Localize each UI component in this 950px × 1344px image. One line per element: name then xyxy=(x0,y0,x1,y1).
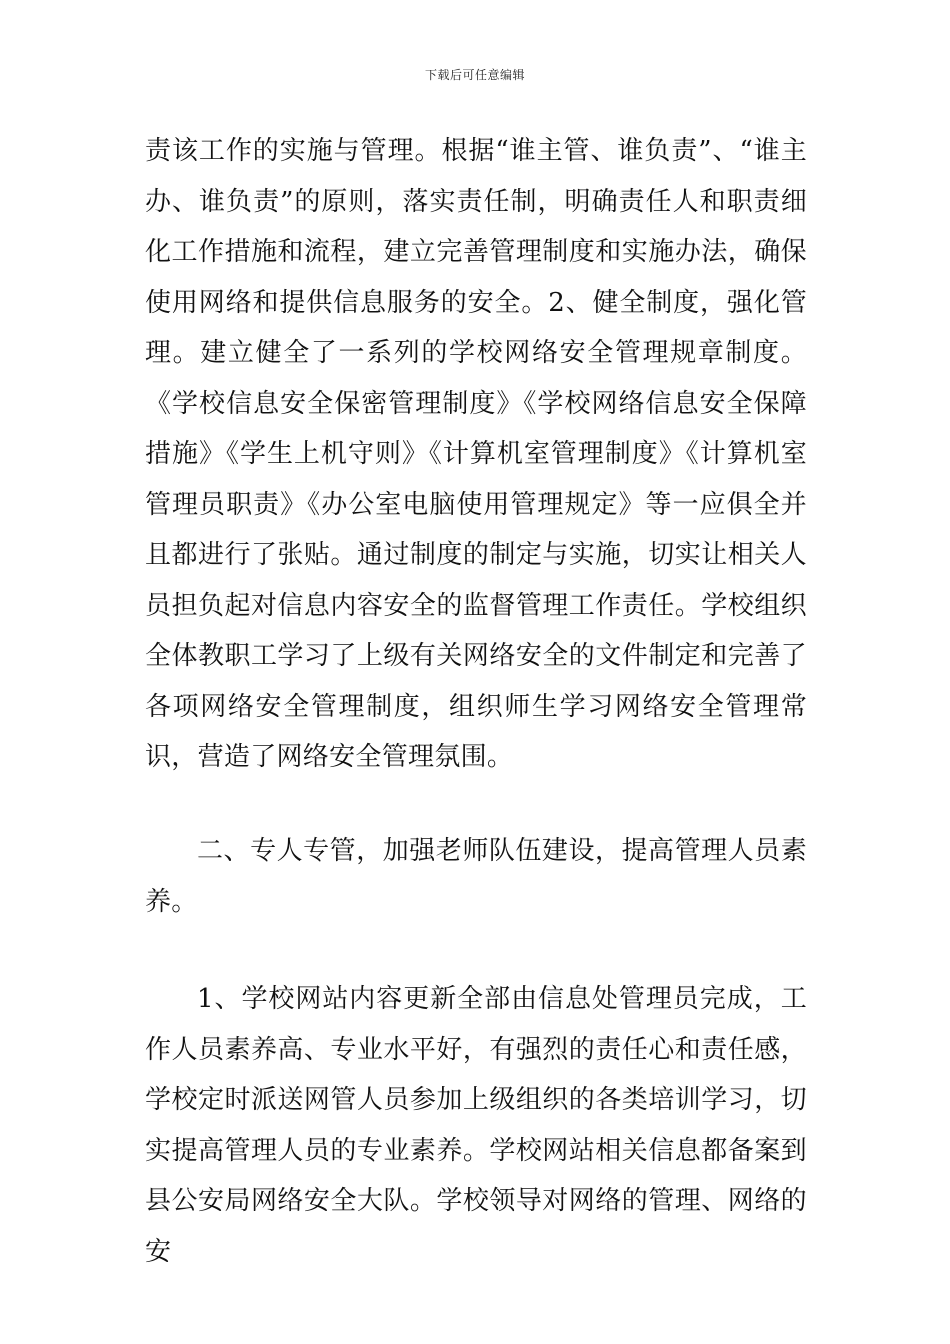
section-heading: 二、专人专管，加强老师队伍建设，提高管理人员素养。 xyxy=(145,836,807,917)
page-header-note: 下载后可任意编辑 xyxy=(424,68,525,82)
body-paragraph-2: 1、学校网站内容更新全部由信息处管理员完成，工作人员素养高、专业水平好，有强烈的责任心和责任感，学校定时派送网管人员参加上级组织的各类培训学习，切实提高管理人员的专业素养。学校网站相关信息都备案到县公安局网络安全大队。学校领导对网络的管理、网络的安 xyxy=(145,984,807,1267)
body-paragraph-1: 责该工作的实施与管理。根据“谁主管、谁负责”、“谁主办、谁负责”的原则，落实责任制，明确责任人和职责细化工作措施和流程，建立完善管理制度和实施办法，确保使用网络和提供信息服务的安全。2、健全制度，强化管理。建立健全了一系列的学校网络安全管理规章制度。《学校信息安全保密管理制度》《学校网络信息安全保障措施》《学生上机守则》《计算机室管理制度》《计算机室管理员职责》《办公室电脑使用管理规定》等一应俱全并且都进行了张贴。通过制度的制定与实施，切实让相关人员担负起对信息内容安全的监督管理工作责任。学校组织全体教职工学习了上级有关网络安全的文件制定和完善了各项网络安全管理制度，组织师生学习网络安全管理常识，营造了网络安全管理氛围。 xyxy=(145,136,807,772)
